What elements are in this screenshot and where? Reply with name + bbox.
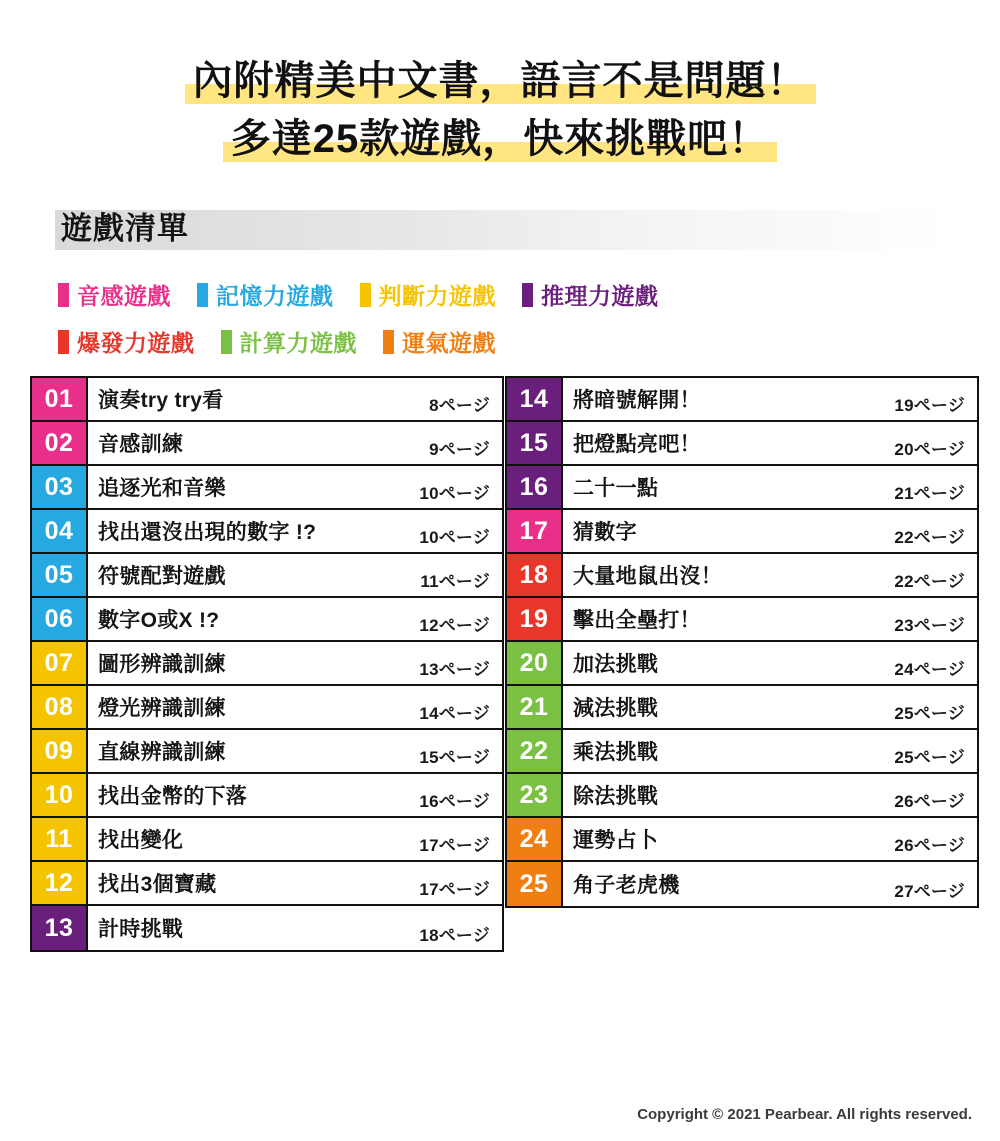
legend-item — [197, 278, 334, 311]
table-row — [507, 774, 977, 818]
footer-copyright: Copyright © 2021 Pearbear. All rights reserved. — [637, 1106, 972, 1123]
game-list-column-left — [30, 376, 504, 952]
legend-label: 判斷力遊戲 — [378, 283, 496, 309]
legend-label: 計算力遊戲 — [239, 330, 357, 356]
table-row — [507, 554, 977, 598]
game-page: 9ページ — [429, 440, 490, 459]
game-number: 24 — [507, 818, 563, 860]
game-number: 12 — [32, 862, 88, 904]
game-page: 23ページ — [894, 616, 965, 635]
game-page: 14ページ — [419, 704, 490, 723]
legend-color-swatch — [360, 283, 371, 307]
game-page: 22ページ — [894, 528, 965, 547]
table-row — [507, 598, 977, 642]
game-page: 17ページ — [419, 836, 490, 855]
game-name: 符號配對遊戲 — [98, 565, 226, 588]
game-name: 除法挑戰 — [573, 785, 659, 808]
table-row — [32, 554, 502, 598]
game-number: 05 — [32, 554, 88, 596]
game-name: 將暗號解開！ — [573, 389, 701, 412]
game-name: 找出變化 — [98, 829, 184, 852]
game-name: 減法挑戰 — [573, 697, 659, 720]
game-name: 擊出全壘打！ — [573, 609, 701, 632]
game-page: 11ページ — [420, 572, 490, 591]
game-name: 加法挑戰 — [573, 653, 659, 676]
game-number: 17 — [507, 510, 563, 552]
table-row — [507, 422, 977, 466]
table-row — [507, 730, 977, 774]
legend-color-swatch — [58, 330, 69, 354]
table-row — [507, 686, 977, 730]
headline-text-2: 多達25款遊戲，快來挑戰吧！ — [230, 117, 770, 161]
legend-color-swatch — [522, 283, 533, 307]
legend-color-swatch — [58, 283, 69, 307]
game-number: 19 — [507, 598, 563, 640]
legend-item — [522, 278, 659, 311]
table-row — [507, 642, 977, 686]
game-number: 01 — [32, 378, 88, 420]
game-page: 16ページ — [419, 792, 490, 811]
game-number: 06 — [32, 598, 88, 640]
game-name: 找出3個寶藏 — [98, 873, 217, 896]
table-row — [32, 686, 502, 730]
headline-line-1 — [193, 52, 808, 110]
table-row — [32, 818, 502, 862]
headline-text-1: 內附精美中文書，語言不是問題！ — [192, 59, 808, 103]
game-number: 23 — [507, 774, 563, 816]
game-number: 08 — [32, 686, 88, 728]
table-row — [507, 466, 977, 510]
game-page: 19ページ — [894, 396, 965, 415]
game-name: 二十一點 — [573, 477, 659, 500]
game-page: 10ページ — [419, 484, 490, 503]
game-name: 把燈點亮吧！ — [573, 433, 701, 456]
table-row — [32, 906, 502, 950]
game-list-column-right — [505, 376, 979, 908]
game-name: 音感訓練 — [98, 433, 184, 456]
table-row — [32, 510, 502, 554]
game-name: 直線辨識訓練 — [98, 741, 226, 764]
legend — [58, 278, 958, 358]
game-page: 26ページ — [894, 836, 965, 855]
game-name: 找出還沒出現的數字 !? — [98, 521, 317, 544]
game-number: 03 — [32, 466, 88, 508]
legend-label: 運氣遊戲 — [402, 330, 496, 356]
legend-row-1 — [58, 278, 958, 311]
game-page: 27ページ — [894, 882, 965, 901]
game-page: 15ページ — [419, 748, 490, 767]
game-name: 大量地鼠出沒！ — [573, 565, 723, 588]
game-number: 07 — [32, 642, 88, 684]
legend-item — [383, 325, 496, 358]
legend-color-swatch — [383, 330, 394, 354]
game-name: 演奏try try看 — [98, 389, 224, 412]
game-page: 26ページ — [894, 792, 965, 811]
game-page: 13ページ — [419, 660, 490, 679]
table-row — [32, 466, 502, 510]
game-list-tables — [30, 376, 980, 952]
legend-item — [58, 325, 195, 358]
legend-color-swatch — [197, 283, 208, 307]
game-number: 04 — [32, 510, 88, 552]
legend-color-swatch — [221, 330, 232, 354]
game-number: 02 — [32, 422, 88, 464]
game-page: 17ページ — [419, 880, 490, 899]
game-number: 16 — [507, 466, 563, 508]
game-page: 10ページ — [419, 528, 490, 547]
table-row — [32, 642, 502, 686]
game-number: 18 — [507, 554, 563, 596]
legend-item — [58, 278, 171, 311]
legend-label: 記憶力遊戲 — [216, 283, 334, 309]
legend-label: 推理力遊戲 — [541, 283, 659, 309]
legend-row-2 — [58, 325, 958, 358]
game-number: 11 — [32, 818, 88, 860]
table-row — [32, 598, 502, 642]
game-number: 13 — [32, 906, 88, 950]
game-page: 8ページ — [429, 396, 490, 415]
table-row — [32, 862, 502, 906]
table-row — [507, 818, 977, 862]
table-row — [32, 378, 502, 422]
game-page: 25ページ — [894, 748, 965, 767]
headline-block — [0, 0, 1000, 168]
game-number: 25 — [507, 862, 563, 906]
legend-item — [360, 278, 497, 311]
game-name: 圖形辨識訓練 — [98, 653, 226, 676]
game-number: 21 — [507, 686, 563, 728]
table-row — [32, 730, 502, 774]
game-number: 10 — [32, 774, 88, 816]
legend-item — [221, 325, 358, 358]
game-name: 猜數字 — [573, 521, 637, 544]
section-title-label: 遊戲清單 — [61, 211, 189, 246]
game-page: 18ページ — [419, 926, 490, 945]
game-page: 22ページ — [894, 572, 965, 591]
game-number: 09 — [32, 730, 88, 772]
game-name: 燈光辨識訓練 — [98, 697, 226, 720]
game-page: 12ページ — [419, 616, 490, 635]
game-page: 20ページ — [894, 440, 965, 459]
headline-line-2 — [231, 110, 770, 168]
table-row — [507, 378, 977, 422]
game-number: 15 — [507, 422, 563, 464]
table-row — [32, 774, 502, 818]
game-page: 24ページ — [894, 660, 965, 679]
legend-label: 爆發力遊戲 — [77, 330, 195, 356]
game-name: 追逐光和音樂 — [98, 477, 226, 500]
legend-label: 音感遊戲 — [77, 283, 171, 309]
game-page: 25ページ — [894, 704, 965, 723]
game-name: 找出金幣的下落 — [98, 785, 248, 808]
game-number: 22 — [507, 730, 563, 772]
game-number: 14 — [507, 378, 563, 420]
game-number: 20 — [507, 642, 563, 684]
game-name: 運勢占卜 — [573, 829, 659, 852]
game-name: 角子老虎機 — [573, 874, 680, 897]
game-name: 乘法挑戰 — [573, 741, 659, 764]
section-title — [55, 202, 945, 256]
table-row — [507, 862, 977, 906]
game-page: 21ページ — [894, 484, 965, 503]
table-row — [507, 510, 977, 554]
game-name: 數字O或X !? — [98, 609, 220, 632]
game-name: 計時挑戰 — [98, 918, 184, 941]
table-row — [32, 422, 502, 466]
